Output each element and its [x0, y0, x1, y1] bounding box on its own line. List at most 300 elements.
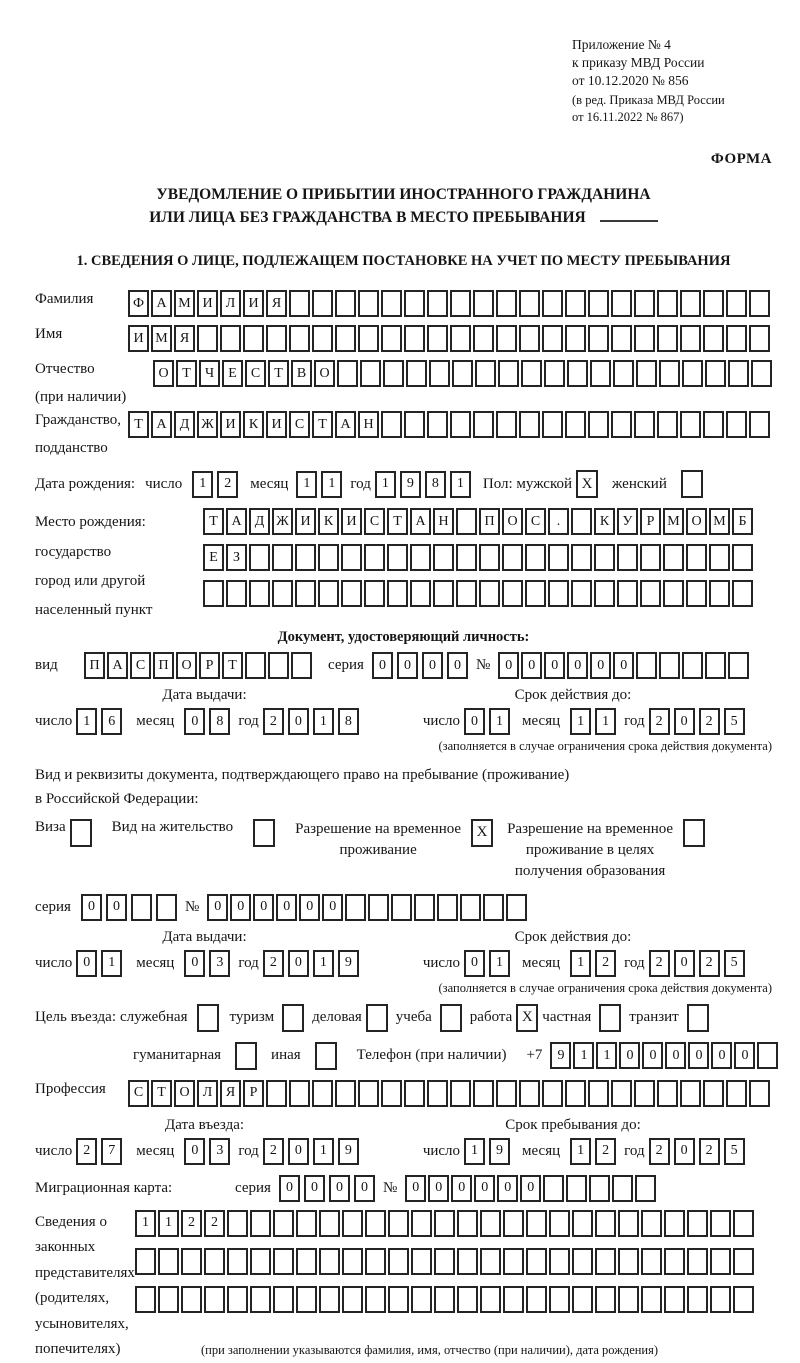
checkbox-purpose-private[interactable] — [599, 1004, 621, 1032]
char-box[interactable] — [414, 894, 435, 921]
char-box[interactable] — [680, 1080, 701, 1107]
char-box[interactable]: 2 — [699, 708, 720, 735]
char-box[interactable]: 0 — [184, 708, 205, 735]
char-box[interactable] — [686, 544, 707, 571]
char-box[interactable] — [506, 894, 527, 921]
char-box[interactable]: Ж — [197, 411, 218, 438]
char-box[interactable] — [571, 508, 592, 535]
char-box[interactable] — [312, 1080, 333, 1107]
char-box[interactable]: 2 — [649, 708, 670, 735]
char-box[interactable]: К — [594, 508, 615, 535]
char-box[interactable]: О — [153, 360, 174, 387]
char-box[interactable]: 9 — [338, 950, 359, 977]
char-box[interactable] — [266, 1080, 287, 1107]
char-box[interactable] — [565, 325, 586, 352]
char-box[interactable] — [663, 544, 684, 571]
char-box[interactable]: Т — [128, 411, 149, 438]
char-box[interactable]: К — [243, 411, 264, 438]
char-box[interactable]: 0 — [498, 652, 519, 679]
char-box[interactable] — [751, 360, 772, 387]
char-box[interactable]: А — [335, 411, 356, 438]
char-box[interactable] — [387, 544, 408, 571]
char-box[interactable]: 8 — [209, 708, 230, 735]
char-box[interactable] — [595, 1210, 616, 1237]
char-box[interactable]: 0 — [322, 894, 343, 921]
char-box[interactable]: 0 — [451, 1175, 472, 1202]
char-box[interactable]: О — [686, 508, 707, 535]
char-box[interactable]: С — [128, 1080, 149, 1107]
char-box[interactable]: А — [410, 508, 431, 535]
char-box[interactable] — [345, 894, 366, 921]
char-box[interactable]: П — [84, 652, 105, 679]
char-box[interactable] — [682, 652, 703, 679]
checkbox-purpose-official[interactable] — [197, 1004, 219, 1032]
char-box[interactable]: 2 — [263, 1138, 284, 1165]
char-box[interactable] — [273, 1248, 294, 1275]
char-box[interactable] — [572, 1210, 593, 1237]
char-box[interactable] — [404, 411, 425, 438]
char-box[interactable] — [680, 411, 701, 438]
char-box[interactable] — [634, 290, 655, 317]
char-box[interactable] — [709, 544, 730, 571]
char-box[interactable] — [480, 1286, 501, 1313]
char-box[interactable] — [659, 360, 680, 387]
char-box[interactable]: 1 — [192, 471, 213, 498]
char-box[interactable] — [483, 894, 504, 921]
char-box[interactable] — [680, 290, 701, 317]
char-box[interactable] — [411, 1248, 432, 1275]
char-box[interactable] — [318, 544, 339, 571]
char-box[interactable]: 7 — [101, 1138, 122, 1165]
char-box[interactable] — [337, 360, 358, 387]
char-box[interactable] — [227, 1286, 248, 1313]
char-box[interactable] — [687, 1248, 708, 1275]
char-box[interactable] — [749, 290, 770, 317]
char-box[interactable]: 0 — [521, 652, 542, 679]
char-box[interactable]: 8 — [425, 471, 446, 498]
char-box[interactable] — [496, 411, 517, 438]
char-box[interactable] — [387, 580, 408, 607]
char-box[interactable] — [456, 544, 477, 571]
char-box[interactable]: 0 — [674, 950, 695, 977]
char-box[interactable] — [135, 1286, 156, 1313]
char-box[interactable]: Я — [174, 325, 195, 352]
char-box[interactable]: 0 — [674, 1138, 695, 1165]
char-box[interactable]: М — [174, 290, 195, 317]
char-box[interactable] — [526, 1210, 547, 1237]
char-box[interactable]: 1 — [489, 950, 510, 977]
char-box[interactable]: 9 — [400, 471, 421, 498]
char-box[interactable] — [659, 652, 680, 679]
char-box[interactable]: 0 — [520, 1175, 541, 1202]
char-box[interactable] — [457, 1248, 478, 1275]
char-box[interactable]: 1 — [596, 1042, 617, 1069]
char-box[interactable] — [686, 580, 707, 607]
char-box[interactable] — [572, 1286, 593, 1313]
char-box[interactable] — [479, 580, 500, 607]
char-box[interactable]: 5 — [724, 950, 745, 977]
char-box[interactable]: П — [479, 508, 500, 535]
char-box[interactable] — [250, 1210, 271, 1237]
char-box[interactable] — [618, 1286, 639, 1313]
char-box[interactable] — [588, 325, 609, 352]
char-box[interactable] — [733, 1248, 754, 1275]
char-box[interactable]: 1 — [489, 708, 510, 735]
char-box[interactable] — [519, 1080, 540, 1107]
char-box[interactable] — [358, 1080, 379, 1107]
char-box[interactable]: С — [525, 508, 546, 535]
char-box[interactable] — [728, 652, 749, 679]
char-box[interactable]: 0 — [372, 652, 393, 679]
char-box[interactable]: 0 — [288, 708, 309, 735]
char-box[interactable]: 0 — [665, 1042, 686, 1069]
char-box[interactable]: 6 — [101, 708, 122, 735]
char-box[interactable]: 0 — [184, 1138, 205, 1165]
char-box[interactable] — [703, 1080, 724, 1107]
char-box[interactable] — [226, 580, 247, 607]
char-box[interactable]: О — [314, 360, 335, 387]
char-box[interactable] — [197, 325, 218, 352]
char-box[interactable] — [588, 1080, 609, 1107]
char-box[interactable] — [502, 544, 523, 571]
char-box[interactable]: 9 — [338, 1138, 359, 1165]
char-box[interactable]: . — [548, 508, 569, 535]
char-box[interactable] — [634, 411, 655, 438]
char-box[interactable] — [427, 411, 448, 438]
char-box[interactable] — [341, 544, 362, 571]
char-box[interactable] — [687, 1286, 708, 1313]
char-box[interactable]: С — [245, 360, 266, 387]
char-box[interactable] — [618, 1210, 639, 1237]
char-box[interactable]: 0 — [253, 894, 274, 921]
char-box[interactable] — [733, 1286, 754, 1313]
char-box[interactable]: 1 — [570, 708, 591, 735]
char-box[interactable] — [519, 290, 540, 317]
char-box[interactable]: Я — [220, 1080, 241, 1107]
char-box[interactable] — [664, 1210, 685, 1237]
char-box[interactable]: Д — [174, 411, 195, 438]
char-box[interactable] — [594, 544, 615, 571]
char-box[interactable] — [391, 894, 412, 921]
char-box[interactable] — [498, 360, 519, 387]
char-box[interactable] — [749, 1080, 770, 1107]
char-box[interactable]: О — [176, 652, 197, 679]
char-box[interactable]: А — [151, 290, 172, 317]
char-box[interactable] — [503, 1210, 524, 1237]
char-box[interactable] — [404, 1080, 425, 1107]
char-box[interactable] — [549, 1286, 570, 1313]
checkbox-purpose-transit[interactable] — [687, 1004, 709, 1032]
char-box[interactable] — [548, 544, 569, 571]
char-box[interactable]: 0 — [711, 1042, 732, 1069]
char-box[interactable] — [617, 544, 638, 571]
char-box[interactable]: 0 — [288, 950, 309, 977]
char-box[interactable] — [289, 290, 310, 317]
char-box[interactable] — [480, 1248, 501, 1275]
char-box[interactable]: 2 — [263, 708, 284, 735]
char-box[interactable] — [640, 544, 661, 571]
checkbox-purpose-work[interactable]: X — [516, 1004, 538, 1032]
char-box[interactable] — [749, 411, 770, 438]
char-box[interactable] — [473, 1080, 494, 1107]
char-box[interactable]: 0 — [288, 1138, 309, 1165]
char-box[interactable] — [567, 360, 588, 387]
char-box[interactable]: 1 — [595, 708, 616, 735]
char-box[interactable]: 2 — [181, 1210, 202, 1237]
char-box[interactable] — [663, 580, 684, 607]
char-box[interactable] — [204, 1248, 225, 1275]
char-box[interactable]: 5 — [724, 708, 745, 735]
char-box[interactable] — [268, 652, 289, 679]
char-box[interactable]: 0 — [613, 652, 634, 679]
char-box[interactable] — [220, 325, 241, 352]
char-box[interactable]: 0 — [674, 708, 695, 735]
char-box[interactable] — [249, 544, 270, 571]
char-box[interactable] — [450, 1080, 471, 1107]
char-box[interactable]: 0 — [304, 1175, 325, 1202]
char-box[interactable] — [456, 580, 477, 607]
char-box[interactable]: И — [128, 325, 149, 352]
char-box[interactable] — [733, 1210, 754, 1237]
char-box[interactable] — [636, 360, 657, 387]
char-box[interactable] — [245, 652, 266, 679]
char-box[interactable]: И — [220, 411, 241, 438]
char-box[interactable]: 2 — [649, 1138, 670, 1165]
char-box[interactable]: Д — [249, 508, 270, 535]
char-box[interactable]: 1 — [313, 708, 334, 735]
char-box[interactable] — [411, 1286, 432, 1313]
char-box[interactable]: Т — [176, 360, 197, 387]
char-box[interactable] — [503, 1286, 524, 1313]
char-box[interactable] — [452, 360, 473, 387]
char-box[interactable]: О — [502, 508, 523, 535]
char-box[interactable] — [703, 325, 724, 352]
char-box[interactable] — [289, 1080, 310, 1107]
char-box[interactable]: 1 — [101, 950, 122, 977]
char-box[interactable] — [364, 544, 385, 571]
char-box[interactable] — [525, 580, 546, 607]
char-box[interactable] — [319, 1210, 340, 1237]
checkbox-residence-permit[interactable] — [253, 819, 275, 847]
char-box[interactable] — [519, 325, 540, 352]
char-box[interactable] — [757, 1042, 778, 1069]
char-box[interactable]: 9 — [550, 1042, 571, 1069]
char-box[interactable] — [341, 580, 362, 607]
char-box[interactable] — [381, 411, 402, 438]
char-box[interactable] — [726, 411, 747, 438]
checkbox-temp-permit-edu[interactable] — [683, 819, 705, 847]
checkbox-purpose-other[interactable] — [315, 1042, 337, 1070]
char-box[interactable]: Б — [732, 508, 753, 535]
char-box[interactable] — [249, 580, 270, 607]
char-box[interactable]: 1 — [135, 1210, 156, 1237]
char-box[interactable] — [641, 1248, 662, 1275]
char-box[interactable] — [135, 1248, 156, 1275]
char-box[interactable] — [335, 1080, 356, 1107]
char-box[interactable]: 0 — [447, 652, 468, 679]
char-box[interactable] — [319, 1248, 340, 1275]
char-box[interactable]: Р — [199, 652, 220, 679]
char-box[interactable] — [611, 325, 632, 352]
char-box[interactable] — [450, 325, 471, 352]
char-box[interactable]: 0 — [329, 1175, 350, 1202]
char-box[interactable]: А — [226, 508, 247, 535]
char-box[interactable] — [295, 580, 316, 607]
char-box[interactable]: А — [151, 411, 172, 438]
char-box[interactable] — [617, 580, 638, 607]
char-box[interactable]: 8 — [338, 708, 359, 735]
char-box[interactable] — [703, 411, 724, 438]
checkbox-male[interactable]: X — [576, 470, 598, 498]
checkbox-purpose-humanitarian[interactable] — [235, 1042, 257, 1070]
char-box[interactable] — [342, 1210, 363, 1237]
char-box[interactable] — [319, 1286, 340, 1313]
char-box[interactable]: П — [153, 652, 174, 679]
checkbox-purpose-tourism[interactable] — [282, 1004, 304, 1032]
char-box[interactable] — [641, 1286, 662, 1313]
char-box[interactable] — [709, 580, 730, 607]
char-box[interactable] — [158, 1286, 179, 1313]
char-box[interactable] — [291, 652, 312, 679]
char-box[interactable] — [503, 1248, 524, 1275]
char-box[interactable] — [496, 325, 517, 352]
char-box[interactable] — [131, 894, 152, 921]
char-box[interactable] — [156, 894, 177, 921]
char-box[interactable] — [565, 411, 586, 438]
char-box[interactable] — [728, 360, 749, 387]
char-box[interactable]: Ч — [199, 360, 220, 387]
char-box[interactable] — [588, 411, 609, 438]
char-box[interactable] — [496, 290, 517, 317]
char-box[interactable]: Т — [203, 508, 224, 535]
char-box[interactable] — [410, 580, 431, 607]
char-box[interactable] — [243, 325, 264, 352]
char-box[interactable] — [460, 894, 481, 921]
char-box[interactable]: З — [226, 544, 247, 571]
char-box[interactable]: Ф — [128, 290, 149, 317]
char-box[interactable] — [250, 1286, 271, 1313]
char-box[interactable]: 0 — [567, 652, 588, 679]
char-box[interactable] — [358, 290, 379, 317]
char-box[interactable] — [565, 290, 586, 317]
char-box[interactable]: 0 — [230, 894, 251, 921]
char-box[interactable]: В — [291, 360, 312, 387]
char-box[interactable] — [657, 290, 678, 317]
char-box[interactable]: 0 — [642, 1042, 663, 1069]
char-box[interactable]: 0 — [405, 1175, 426, 1202]
char-box[interactable]: Л — [220, 290, 241, 317]
char-box[interactable]: 0 — [184, 950, 205, 977]
char-box[interactable] — [588, 290, 609, 317]
char-box[interactable] — [571, 544, 592, 571]
char-box[interactable] — [542, 411, 563, 438]
char-box[interactable] — [272, 544, 293, 571]
char-box[interactable] — [612, 1175, 633, 1202]
char-box[interactable] — [566, 1175, 587, 1202]
char-box[interactable] — [657, 1080, 678, 1107]
char-box[interactable]: 1 — [321, 471, 342, 498]
char-box[interactable]: 0 — [497, 1175, 518, 1202]
char-box[interactable]: 2 — [649, 950, 670, 977]
char-box[interactable]: 2 — [217, 471, 238, 498]
char-box[interactable] — [457, 1286, 478, 1313]
char-box[interactable] — [571, 580, 592, 607]
char-box[interactable]: 0 — [106, 894, 127, 921]
char-box[interactable]: Е — [222, 360, 243, 387]
char-box[interactable]: 0 — [544, 652, 565, 679]
char-box[interactable] — [437, 894, 458, 921]
char-box[interactable] — [457, 1210, 478, 1237]
char-box[interactable] — [335, 290, 356, 317]
char-box[interactable]: 1 — [375, 471, 396, 498]
char-box[interactable]: Т — [268, 360, 289, 387]
char-box[interactable] — [549, 1248, 570, 1275]
char-box[interactable] — [342, 1286, 363, 1313]
char-box[interactable] — [687, 1210, 708, 1237]
char-box[interactable] — [181, 1248, 202, 1275]
char-box[interactable]: 0 — [422, 652, 443, 679]
char-box[interactable]: Н — [358, 411, 379, 438]
char-box[interactable]: С — [364, 508, 385, 535]
char-box[interactable]: Р — [640, 508, 661, 535]
char-box[interactable] — [705, 652, 726, 679]
char-box[interactable] — [342, 1248, 363, 1275]
char-box[interactable]: 2 — [76, 1138, 97, 1165]
char-box[interactable]: 0 — [428, 1175, 449, 1202]
char-box[interactable] — [296, 1248, 317, 1275]
char-box[interactable]: 5 — [724, 1138, 745, 1165]
char-box[interactable] — [360, 360, 381, 387]
char-box[interactable] — [295, 544, 316, 571]
char-box[interactable] — [521, 360, 542, 387]
char-box[interactable]: 0 — [464, 950, 485, 977]
char-box[interactable] — [388, 1248, 409, 1275]
char-box[interactable] — [404, 290, 425, 317]
char-box[interactable] — [335, 325, 356, 352]
char-box[interactable] — [749, 325, 770, 352]
char-box[interactable]: 1 — [158, 1210, 179, 1237]
char-box[interactable] — [404, 325, 425, 352]
char-box[interactable] — [181, 1286, 202, 1313]
char-box[interactable]: 3 — [209, 950, 230, 977]
char-box[interactable] — [732, 580, 753, 607]
char-box[interactable] — [611, 1080, 632, 1107]
char-box[interactable]: 1 — [570, 950, 591, 977]
char-box[interactable] — [204, 1286, 225, 1313]
char-box[interactable]: Ж — [272, 508, 293, 535]
char-box[interactable] — [381, 1080, 402, 1107]
char-box[interactable] — [519, 411, 540, 438]
char-box[interactable]: М — [709, 508, 730, 535]
checkbox-visa[interactable] — [70, 819, 92, 847]
char-box[interactable] — [549, 1210, 570, 1237]
char-box[interactable] — [726, 325, 747, 352]
char-box[interactable] — [565, 1080, 586, 1107]
char-box[interactable]: 2 — [204, 1210, 225, 1237]
char-box[interactable] — [273, 1210, 294, 1237]
char-box[interactable]: С — [289, 411, 310, 438]
char-box[interactable]: М — [151, 325, 172, 352]
char-box[interactable] — [480, 1210, 501, 1237]
char-box[interactable]: 1 — [573, 1042, 594, 1069]
char-box[interactable] — [358, 325, 379, 352]
char-box[interactable]: 1 — [313, 950, 334, 977]
char-box[interactable]: И — [243, 290, 264, 317]
char-box[interactable] — [433, 580, 454, 607]
char-box[interactable]: И — [341, 508, 362, 535]
char-box[interactable]: 1 — [313, 1138, 334, 1165]
char-box[interactable] — [272, 580, 293, 607]
